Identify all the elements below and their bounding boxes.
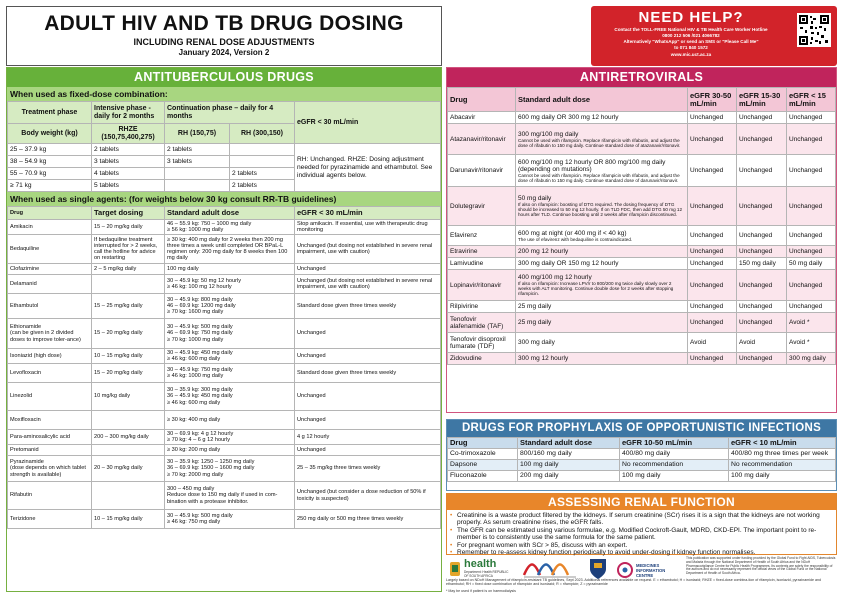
fdc-header-intensive: Intensive phase - daily for 2 months <box>92 102 165 124</box>
arv-drug: Tenofovir alafenamide (TAF) <box>448 313 516 333</box>
haemodialysis-footnote: * May be used if patient is on haemodialysis <box>446 589 516 593</box>
partner-ribbon-logo-icon <box>520 557 580 579</box>
single-agent-egfr: Unchanged <box>295 349 441 364</box>
pro-header-standard: Standard adult dose <box>518 438 620 449</box>
arv-dose-cell <box>516 246 688 258</box>
single-agent-drug: Pyrazinamide (dose depends on which tablet strength is available) <box>8 456 92 482</box>
single-agent-row <box>8 482 441 510</box>
fdc-rh300: 2 tablets <box>230 180 295 192</box>
page-title: ADULT HIV AND TB DRUG DOSING <box>44 12 404 35</box>
single-agent-standard: 30 – 45.9 kg: 450 mg daily ≥ 46 kg: 600 mg daily <box>165 349 295 364</box>
arv-drug: Rilpivirine <box>448 301 516 313</box>
mic-logo-text: MEDICINES INFORMATION CENTRE <box>636 563 666 578</box>
renal-bullet: • For pregnant women with SCr > 85, discuss with an expert. <box>457 542 836 549</box>
page-subtitle: INCLUDING RENAL DOSE ADJUSTMENTS <box>133 37 315 47</box>
arv-dose: 600 mg daily OR 300 mg 12 hourly <box>518 114 619 121</box>
single-agent-egfr: Standard dose given three times weekly <box>295 294 441 319</box>
fdc-rhze: 4 tablets <box>92 168 165 180</box>
single-agent-standard: 30 – 35.9 kg: 300 mg daily 36 – 45.9 kg: 450 mg daily ≥ 46 kg: 600 mg daily <box>165 383 295 411</box>
arv-dose-note: Cannot be used with rifampicin. Replace rifampicin with rifabutin, and adjust the dose of rifabutin to 150 mg daily. Continue standard dose of atazanavir/ritonavir. <box>518 137 681 148</box>
fdc-weight: 55 – 70.9 kg <box>8 168 92 180</box>
single-agent-row <box>8 430 441 445</box>
pro-header-egfr-lt10: eGFR < 10 mL/min <box>729 438 836 449</box>
fdc-header-bodyweight: Body weight (kg) <box>8 124 92 144</box>
single-agent-standard: 30 – 45.9 kg: 500 mg daily 46 – 69.9 kg: 750 mg daily ≥ 70 kg: 1000 mg daily <box>165 319 295 349</box>
arv-row <box>448 124 836 155</box>
single-agent-standard: 30 – 45.9 kg: 750 mg daily ≥ 46 kg: 1000 mg daily <box>165 364 295 383</box>
single-agent-egfr: Unchanged (but dosing not established in severe renal impairment, use with caution) <box>295 275 441 294</box>
prophylaxis-row <box>448 460 836 471</box>
references-footnote: Largely based on NDoH Management of rifampicin-resistant TB guidelines, Sept 2023. Additional references available on request. E = ethambutol; H = isoniazid; RHZE = fixed-dose combina-tion of rifampicin, isoniazid, pyrazinamide and ethambutol; RH = fixed dose combination of rifampicin and isoniazid; R = rifampicin; Z = pyrazinamide <box>446 578 821 587</box>
pro-egfr10: No recommendation <box>620 460 729 471</box>
arv-egfr-lt15: Avoid * <box>787 313 836 333</box>
pro-dose: 100 mg daily <box>518 460 620 471</box>
help-line-whatsapp: Alternatively "WhatsApp" or send an SMS or "Please Call Me" <box>623 39 759 44</box>
single-agent-egfr: Unchanged <box>295 383 441 411</box>
arv-drug: Efavirenz <box>448 226 516 246</box>
arv-egfr30: Avoid <box>688 333 737 353</box>
single-agent-standard: ≥ 30 kg: 400 mg daily <box>165 411 295 430</box>
single-header-drug: Drug <box>8 207 92 220</box>
single-agent-drug: Clofazimine <box>8 264 92 275</box>
arv-egfr-lt15: Unchanged <box>787 187 836 226</box>
arv-header-egfr30: eGFR 30-50 mL/min <box>688 88 737 112</box>
pro-dose: 800/160 mg daily <box>518 449 620 460</box>
arv-drug: Abacavir <box>448 112 516 124</box>
single-agent-target <box>92 482 165 510</box>
arv-row <box>448 353 836 365</box>
arv-egfr15: Unchanged <box>737 112 787 124</box>
arv-dose-note: Cannot be used with rifampicin. Replace rifampicin with rifabutin, and adjust the dose of rifabutin to 150 mg daily. Continue standard dose of darunavir/ritonavir. <box>518 172 680 183</box>
single-agent-heading: When used as single agents: (for weights below 30 kg consult RR-TB guidelines) <box>7 192 441 206</box>
single-agent-drug: Linezolid <box>8 383 92 411</box>
single-agent-row <box>8 294 441 319</box>
single-agent-standard: 30 – 45.9 kg: 50 mg 12 hourly ≥ 46 kg: 100 mg 12 hourly <box>165 275 295 294</box>
arv-egfr-lt15: 300 mg daily <box>787 353 836 365</box>
arv-egfr30: Unchanged <box>688 226 737 246</box>
single-agent-standard: ≥ 30 kg: 200 mg daily <box>165 445 295 456</box>
antituberculous-banner: ANTITUBERCULOUS DRUGS <box>7 68 441 87</box>
single-agent-target: 15 – 20 mg/kg daily <box>92 319 165 349</box>
arv-dose: 25 mg daily <box>518 319 552 326</box>
single-agent-row <box>8 364 441 383</box>
single-header-target: Target dosing <box>92 207 165 220</box>
pro-egfr10: 100 mg daily <box>620 471 729 482</box>
renal-bullet: • The GFR can be estimated using various formulae, e.g. Modified Cockroft-Gault, MDRD, CKD-EPI. The important point to re-member is to consistently use the same formula for the same patient. <box>457 527 836 542</box>
prophylaxis-table <box>447 437 836 482</box>
single-agent-standard: ≥ 30 kg: 400 mg daily for 2 weeks then 200 mg three times a week until completed OR BPaL-L regimen only: 200 mg daily for 8 weeks then 100 mg daily <box>165 235 295 264</box>
pro-drug: Dapsone <box>448 460 518 471</box>
arv-egfr15: Unchanged <box>737 226 787 246</box>
renal-bullet: • Remember to re-assess kidney function periodically to avoid under-dosing if kidney function normalises. <box>457 549 836 556</box>
fdc-rh300: 2 tablets <box>230 168 295 180</box>
pro-drug: Fluconazole <box>448 471 518 482</box>
single-agent-egfr: Unchanged <box>295 319 441 349</box>
arv-row <box>448 313 836 333</box>
fdc-header-rhze: RHZE (150,75,400,275) <box>92 124 165 144</box>
fdc-table <box>7 101 441 192</box>
single-agent-target: 10 mg/kg daily <box>92 383 165 411</box>
antituberculous-panel <box>6 67 442 592</box>
single-agent-egfr: 250 mg daily or 500 mg three times weekly <box>295 510 441 529</box>
prophylaxis-row <box>448 449 836 460</box>
arv-dose-cell <box>516 313 688 333</box>
arv-dose-cell <box>516 258 688 270</box>
single-agent-drug: Ethionamide (can be given in 2 divided doses to improve toler-ance) <box>8 319 92 349</box>
arv-dose-cell <box>516 187 688 226</box>
arv-egfr15: Unchanged <box>737 246 787 258</box>
single-agent-target: 10 – 15 mg/kg daily <box>92 510 165 529</box>
arv-dose: 400 mg/100 mg 12 hourly <box>518 274 592 281</box>
renal-bullet-list <box>447 512 836 556</box>
arv-row <box>448 226 836 246</box>
single-agent-row <box>8 235 441 264</box>
arv-dose: 300 mg daily <box>518 339 555 346</box>
pro-egfr-lt10: No recommendation <box>729 460 836 471</box>
funding-statement: This publication was supported under funding provided by the Global Fund to Fight AIDS, Tuberculosis and Malaria through the National Department of Health of South Africa and the NDoH Pharmacovigilance Centre for Public Health Programmes. Its contents are solely the responsibility of the authors and do not necessarily represent the official views of the Global Fund or the National Department of Health of South Africa. <box>686 556 836 576</box>
arv-row <box>448 333 836 353</box>
arv-egfr30: Unchanged <box>688 353 737 365</box>
arv-egfr15: Unchanged <box>737 313 787 333</box>
renal-banner: ASSESSING RENAL FUNCTION <box>447 494 836 510</box>
arv-dose-cell <box>516 270 688 301</box>
arv-egfr30: Unchanged <box>688 270 737 301</box>
arv-drug: Lamivudine <box>448 258 516 270</box>
arv-dose-cell <box>516 333 688 353</box>
arv-egfr-lt15: 50 mg daily <box>787 258 836 270</box>
single-agent-drug: Para-aminosalicylic acid <box>8 430 92 445</box>
arv-dose: 600 mg at night (or 400 mg if < 40 kg) <box>518 229 627 237</box>
arv-header-drug: Drug <box>448 88 516 112</box>
single-agent-standard: 30 – 45.9 kg: 800 mg daily 46 – 69.9 kg: 1200 mg daily ≥ 70 kg: 1600 mg daily <box>165 294 295 319</box>
arv-egfr30: Unchanged <box>688 187 737 226</box>
fdc-rh150: 2 tablets <box>165 144 230 156</box>
arv-egfr15: Unchanged <box>737 270 787 301</box>
fdc-header-phase: Treatment phase <box>8 102 92 124</box>
single-agent-target <box>92 275 165 294</box>
arv-dose: 300 mg/100 mg daily <box>518 130 579 138</box>
fdc-rh300 <box>230 156 295 168</box>
single-agent-drug: Rifabutin <box>8 482 92 510</box>
arv-dose-cell <box>516 155 688 187</box>
fdc-header-continuation: Continuation phase – daily for 4 months <box>165 102 295 124</box>
arv-egfr15: Avoid <box>737 333 787 353</box>
prophylaxis-panel <box>446 419 837 491</box>
single-agent-row <box>8 510 441 529</box>
antiretrovirals-panel <box>446 67 837 413</box>
fdc-header-rh150: RH (150,75) <box>165 124 230 144</box>
single-agent-standard: 100 mg daily <box>165 264 295 275</box>
arv-dose-cell <box>516 112 688 124</box>
arv-header-egfr15: eGFR 15-30 mL/min <box>737 88 787 112</box>
arv-egfr-lt15: Unchanged <box>787 155 836 187</box>
arv-egfr-lt15: Avoid * <box>787 333 836 353</box>
arv-egfr15: Unchanged <box>737 124 787 155</box>
arv-egfr15: Unchanged <box>737 155 787 187</box>
single-agent-table <box>7 206 441 529</box>
arv-row <box>448 112 836 124</box>
health-logo-text: health <box>464 558 497 570</box>
arv-dose-note: If also on rifampicin: boosting of DTG required. The dosing frequency of DTG should be increased to 50 mg 12 hourly. If on TLD FDC, then add DTG 50 mg 12 hours after TLD. Continue boosting until 2 weeks after rifampicin discontinued. <box>518 202 683 217</box>
arv-row <box>448 270 836 301</box>
help-link-website[interactable]: www.mic.uct.ac.za <box>670 52 712 57</box>
pro-egfr-lt10: 100 mg daily <box>729 471 836 482</box>
single-agent-drug: Amikacin <box>8 220 92 235</box>
renal-function-panel <box>446 493 837 555</box>
fdc-header-rh300: RH (300,150) <box>230 124 295 144</box>
arv-dose: 300 mg daily OR 150 mg 12 hourly <box>518 260 619 267</box>
arv-dose-note: The use of efavirenz with bedaquiline is contraindicated. <box>518 236 633 242</box>
arv-egfr-lt15: Unchanged <box>787 112 836 124</box>
single-agent-target <box>92 445 165 456</box>
qr-code-icon[interactable] <box>797 13 831 47</box>
arv-egfr-lt15: Unchanged <box>787 246 836 258</box>
single-agent-drug: Levofloxacin <box>8 364 92 383</box>
pro-header-egfr10: eGFR 10-50 mL/min <box>620 438 729 449</box>
arv-drug: Lopinavir/ritonavir <box>448 270 516 301</box>
help-line-sms-number: to 071 840 1572 <box>674 45 708 50</box>
prophylaxis-banner: DRUGS FOR PROPHYLAXIS OF OPPORTUNISTIC INFECTIONS <box>447 420 836 437</box>
single-agent-drug: Isoniazid (high dose) <box>8 349 92 364</box>
help-line-hotline: Contact the TOLL-FREE National HIV & TB Health Care Worker Hotline <box>614 27 768 32</box>
arv-row <box>448 155 836 187</box>
single-agent-row <box>8 445 441 456</box>
arv-egfr-lt15: Unchanged <box>787 226 836 246</box>
single-agent-row <box>8 275 441 294</box>
arv-drug: Zidovudine <box>448 353 516 365</box>
single-agent-egfr: Unchanged <box>295 264 441 275</box>
single-agent-drug: Delamanid <box>8 275 92 294</box>
arv-row <box>448 187 836 226</box>
arv-dose-note: If also on rifampicin: Increase LPV/r to 800/200 mg twice daily slowly over 2 weeks with ALT monitoring. Continue double dose for 2 weeks after stopping rifampicin. <box>518 281 674 296</box>
single-agent-target: 15 – 20 mg/kg daily <box>92 220 165 235</box>
arv-egfr30: Unchanged <box>688 301 737 313</box>
single-agent-standard: 30 – 69.9 kg: 4 g 12 hourly ≥ 70 kg: 4 – 6 g 12 hourly <box>165 430 295 445</box>
pro-egfr-lt10: 400/80 mg three times per week <box>729 449 836 460</box>
single-agent-standard: 30 – 45.9 kg: 500 mg daily ≥ 46 kg: 750 mg daily <box>165 510 295 529</box>
single-header-egfr: eGFR < 30 mL/min <box>295 207 441 220</box>
single-agent-egfr: Unchanged <box>295 411 441 430</box>
single-agent-standard: 46 – 55.9 kg: 750 – 1000 mg daily ≥ 56 kg: 1000 mg daily <box>165 220 295 235</box>
arv-row <box>448 258 836 270</box>
arv-egfr-lt15: Unchanged <box>787 270 836 301</box>
single-agent-target: If bedaquiline treatment interrupted for > 2 weeks, call the hotline for advice on restarting <box>92 235 165 264</box>
single-agent-row <box>8 456 441 482</box>
fdc-weight: 38 – 54.9 kg <box>8 156 92 168</box>
single-agent-drug: Pretomanid <box>8 445 92 456</box>
single-agent-drug: Bedaquiline <box>8 235 92 264</box>
fdc-header-egfr: eGFR < 30 mL/min <box>295 102 441 144</box>
pro-drug: Co-trimoxazole <box>448 449 518 460</box>
single-agent-egfr: 25 – 35 mg/kg three times weekly <box>295 456 441 482</box>
mic-circle-icon <box>616 560 634 580</box>
single-agent-target: 200 – 300 mg/kg daily <box>92 430 165 445</box>
fdc-rh300 <box>230 144 295 156</box>
arv-egfr-lt15: Unchanged <box>787 301 836 313</box>
arv-egfr30: Unchanged <box>688 246 737 258</box>
arv-egfr-lt15: Unchanged <box>787 124 836 155</box>
single-agent-rows <box>8 220 441 529</box>
arv-egfr15: Unchanged <box>737 187 787 226</box>
title-box <box>6 6 442 66</box>
prophylaxis-rows <box>448 449 836 482</box>
prophylaxis-row <box>448 471 836 482</box>
fdc-rhze: 3 tablets <box>92 156 165 168</box>
single-agent-standard: 300 – 450 mg daily Reduce dose to 150 mg daily if used in com-bination with a protease inhibitor. <box>165 482 295 510</box>
fdc-rh150: 3 tablets <box>165 156 230 168</box>
arv-drug: Dolutegravir <box>448 187 516 226</box>
arv-drug: Darunavir/ritonavir <box>448 155 516 187</box>
single-header-standard: Standard adult dose <box>165 207 295 220</box>
fdc-heading: When used as fixed-dose combination: <box>7 87 441 101</box>
arv-egfr30: Unchanged <box>688 155 737 187</box>
pro-header-drug: Drug <box>448 438 518 449</box>
single-agent-target <box>92 411 165 430</box>
arv-dose-cell <box>516 353 688 365</box>
arv-header-egfr-lt15: eGFR < 15 mL/min <box>787 88 836 112</box>
fdc-weight: ≥ 71 kg <box>8 180 92 192</box>
single-agent-row <box>8 349 441 364</box>
help-line-numbers: 0800 212 506 /021 4066782 <box>662 33 720 38</box>
health-logo-subtext: Department: Health REPUBLIC OF SOUTH AFRICA <box>464 570 509 578</box>
fdc-rhze: 5 tablets <box>92 180 165 192</box>
arv-dose-cell <box>516 124 688 155</box>
arv-dose: 600 mg/100 mg 12 hourly OR 800 mg/100 mg daily (depending on mutations) <box>518 158 666 173</box>
single-agent-egfr: 4 g 12 hourly <box>295 430 441 445</box>
arv-egfr15: Unchanged <box>737 353 787 365</box>
fdc-rh150 <box>165 168 230 180</box>
arv-dose-cell <box>516 301 688 313</box>
single-agent-row <box>8 220 441 235</box>
arv-dose: 50 mg daily <box>518 195 552 202</box>
single-agent-row <box>8 411 441 430</box>
single-agent-target: 15 – 25 mg/kg daily <box>92 294 165 319</box>
pro-egfr10: 400/80 mg daily <box>620 449 729 460</box>
single-agent-row <box>8 383 441 411</box>
pro-dose: 200 mg daily <box>518 471 620 482</box>
arv-egfr30: Unchanged <box>688 258 737 270</box>
single-agent-egfr: Unchanged (but consider a dose reduction of 50% if toxicity is suspected) <box>295 482 441 510</box>
arv-drug: Atazanavir/ritonavir <box>448 124 516 155</box>
single-agent-egfr: Unchanged (but dosing not established in severe renal impairment, use with caution) <box>295 235 441 264</box>
help-box <box>591 6 837 66</box>
fdc-egfr-note: RH: Unchanged. RHZE: Dosing adjustment needed for pyrazinamide and ethambutol. See individual agents below. <box>295 144 441 192</box>
fdc-rh150 <box>165 180 230 192</box>
single-agent-standard: 30 – 35.9 kg: 1250 – 1250 mg daily 36 – 69.9 kg: 1500 – 1600 mg daily ≥ 70 kg: 2000 mg daily <box>165 456 295 482</box>
fdc-rhze: 2 tablets <box>92 144 165 156</box>
single-agent-egfr: Unchanged <box>295 445 441 456</box>
arv-row <box>448 246 836 258</box>
single-agent-target: 20 – 30 mg/kg daily <box>92 456 165 482</box>
arv-rows <box>448 112 836 365</box>
renal-bullet: • Creatinine is a waste product filtered by the kidneys. If serum creatinine (SCr) rises it is a sign that the kidneys are not working properly. As serum creatinine rises, the eGFR falls. <box>457 512 836 527</box>
arv-egfr15: 150 mg daily <box>737 258 787 270</box>
arv-drug: Etravirine <box>448 246 516 258</box>
arv-drug: Tenofovir disoproxil fumarate (TDF) <box>448 333 516 353</box>
arv-egfr30: Unchanged <box>688 112 737 124</box>
help-title: NEED HELP? <box>638 9 744 26</box>
coat-of-arms-icon <box>448 560 462 580</box>
arv-egfr30: Unchanged <box>688 124 737 155</box>
arv-dose: 300 mg 12 hourly <box>518 355 569 362</box>
single-agent-drug: Ethambutol <box>8 294 92 319</box>
arv-dose: 25 mg daily <box>518 303 552 310</box>
single-agent-drug: Terizidone <box>8 510 92 529</box>
single-agent-egfr: Standard dose given three times weekly <box>295 364 441 383</box>
single-agent-target: 2 – 5 mg/kg daily <box>92 264 165 275</box>
arv-header-standard: Standard adult dose <box>516 88 688 112</box>
single-agent-row <box>8 319 441 349</box>
version-label: January 2024, Version 2 <box>178 48 270 57</box>
arv-dose: 200 mg 12 hourly <box>518 248 569 255</box>
single-agent-egfr: Stop amikacin. If essential, use with therapeutic drug monitoring <box>295 220 441 235</box>
arv-egfr15: Unchanged <box>737 301 787 313</box>
single-agent-target: 10 – 15 mg/kg daily <box>92 349 165 364</box>
arv-dose-cell <box>516 226 688 246</box>
antiretrovirals-table <box>447 87 836 365</box>
antiretrovirals-banner: ANTIRETROVIRALS <box>447 68 836 87</box>
fdc-weight: 25 – 37.9 kg <box>8 144 92 156</box>
single-agent-row <box>8 264 441 275</box>
arv-egfr30: Unchanged <box>688 313 737 333</box>
single-agent-target: 15 – 20 mg/kg daily <box>92 364 165 383</box>
arv-row <box>448 301 836 313</box>
single-agent-drug: Moxifloxacin <box>8 411 92 430</box>
